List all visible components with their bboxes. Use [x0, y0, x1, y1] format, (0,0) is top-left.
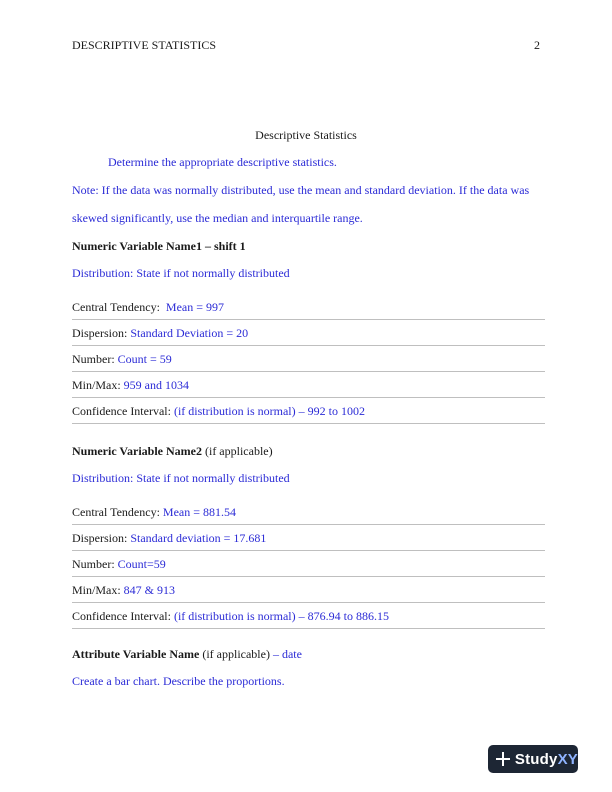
min-max-value: 959 and 1034 — [123, 378, 189, 392]
dispersion-value: Standard Deviation = 20 — [130, 326, 249, 340]
page-title: Descriptive Statistics — [255, 128, 357, 142]
attribute-heading: Attribute Variable Name — [72, 647, 200, 661]
logo-text-main: Study — [514, 750, 558, 768]
page-number: 2 — [534, 38, 540, 52]
variable2-distribution: Distribution: State if not normally distributed — [72, 471, 290, 485]
variable2-min-max — [72, 583, 175, 598]
variable2-confidence-interval — [72, 609, 389, 624]
instruction-note-line2: skewed significantly, use the median and interquartile range. — [72, 211, 363, 225]
number-label: Number: — [72, 557, 115, 571]
central-tendency-value: Mean = 997 — [165, 300, 225, 314]
attribute-instruction: Create a bar chart. Describe the proportions. — [72, 674, 285, 688]
variable2-heading-line — [72, 444, 273, 459]
row-divider — [72, 576, 545, 577]
row-divider — [72, 371, 545, 372]
min-max-label: Min/Max: — [72, 583, 121, 597]
row-divider — [72, 423, 545, 424]
logo-text-accent: XY — [557, 750, 578, 768]
number-value: Count = 59 — [117, 352, 172, 366]
min-max-value: 847 & 913 — [123, 583, 176, 597]
row-divider — [72, 550, 545, 551]
variable2-central-tendency — [72, 505, 236, 520]
instruction-determine: Determine the appropriate descriptive statistics. — [108, 155, 337, 169]
central-tendency-label: Central Tendency: — [72, 505, 160, 519]
variable1-confidence-interval — [72, 404, 365, 419]
min-max-label: Min/Max: — [72, 378, 121, 392]
dispersion-label: Dispersion: — [72, 531, 128, 545]
variable2-heading-suffix: (if applicable) — [204, 444, 273, 458]
confidence-interval-label: Confidence Interval: — [72, 609, 171, 623]
row-divider — [72, 319, 545, 320]
row-divider — [72, 602, 545, 603]
central-tendency-value: Mean = 881.54 — [162, 505, 237, 519]
dispersion-label: Dispersion: — [72, 326, 128, 340]
running-head: DESCRIPTIVE STATISTICS — [72, 38, 217, 52]
studyxy-logo — [488, 745, 578, 773]
variable2-dispersion — [72, 531, 266, 546]
attribute-heading-value: – date — [272, 647, 302, 661]
variable1-heading: Numeric Variable Name1 – shift 1 — [72, 239, 246, 253]
variable1-central-tendency — [72, 300, 224, 315]
variable1-dispersion — [72, 326, 248, 341]
attribute-heading-line — [72, 647, 302, 662]
variable1-distribution: Distribution: State if not normally distributed — [72, 266, 290, 280]
instruction-note-line1: Note: If the data was normally distributed, use the mean and standard deviation. If the data was — [72, 183, 530, 197]
logo-text — [515, 751, 578, 768]
attribute-heading-suffix: (if applicable) — [202, 647, 270, 661]
row-divider — [72, 524, 545, 525]
variable2-heading: Numeric Variable Name2 — [72, 444, 202, 458]
confidence-interval-value: (if distribution is normal) – 876.94 to 886.15 — [173, 609, 389, 623]
row-divider — [72, 345, 545, 346]
plus-icon — [496, 752, 509, 766]
variable1-number — [72, 352, 172, 367]
dispersion-value: Standard deviation = 17.681 — [130, 531, 267, 545]
central-tendency-label: Central Tendency: — [72, 300, 160, 314]
confidence-interval-label: Confidence Interval: — [72, 404, 171, 418]
row-divider — [72, 397, 545, 398]
number-label: Number: — [72, 352, 115, 366]
number-value: Count=59 — [117, 557, 166, 571]
variable1-min-max — [72, 378, 189, 393]
confidence-interval-value: (if distribution is normal) – 992 to 1002 — [173, 404, 365, 418]
row-divider — [72, 628, 545, 629]
variable2-number — [72, 557, 166, 572]
